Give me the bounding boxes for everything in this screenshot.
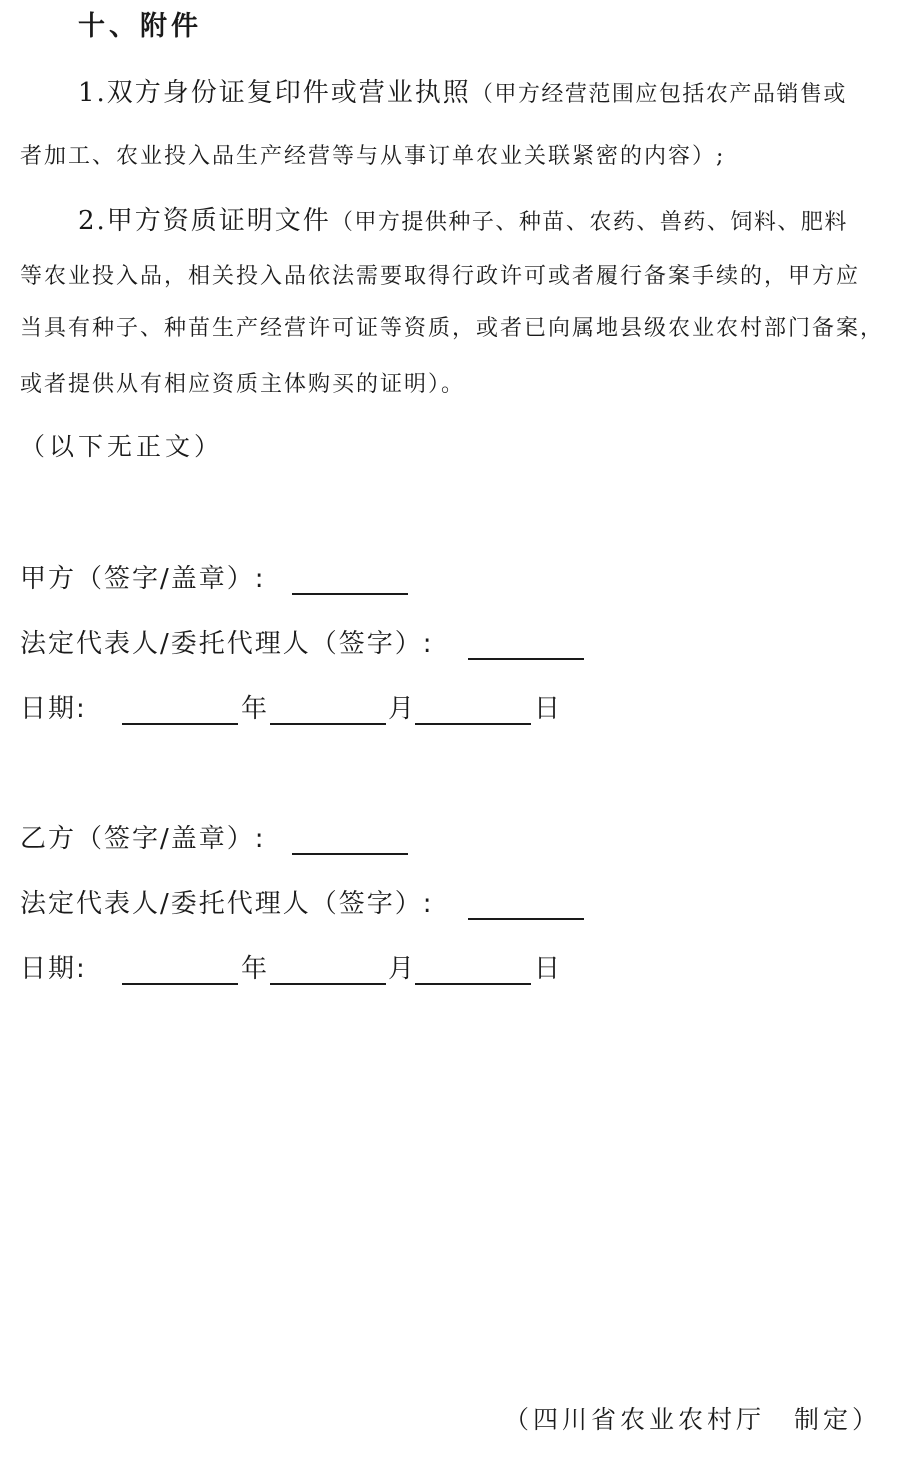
party-a-rep-blank[interactable] <box>468 658 584 660</box>
party-b-sign-label: 乙方（签字/盖章）: <box>20 824 266 854</box>
party-a-sign-blank[interactable] <box>292 593 408 595</box>
attachment-item-1-note: （甲方经营范围应包括农产品销售或 <box>470 82 847 107</box>
party-a-day-blank[interactable] <box>415 723 531 725</box>
no-more-text-note: （以下无正文） <box>20 432 224 461</box>
attachment-item-1 <box>78 76 847 112</box>
party-b-day-unit: 日 <box>534 954 561 984</box>
party-a-year-unit: 年 <box>241 694 268 724</box>
party-b-year-blank[interactable] <box>122 983 238 985</box>
attachment-item-2-lead: 2.甲方资质证明文件 <box>78 206 331 236</box>
party-a-rep-label: 法定代表人/委托代理人（签字）: <box>20 629 434 659</box>
attachment-item-2-line-3: 当具有种子、种苗生产经营许可证等资质，或者已向属地县级农业农村部门备案， <box>20 316 885 341</box>
party-b-year-unit: 年 <box>241 954 268 984</box>
issuer-footer: （四川省农业农村厅 制定） <box>503 1405 881 1434</box>
party-a-year-blank[interactable] <box>122 723 238 725</box>
party-a-month-unit: 月 <box>388 694 415 724</box>
attachment-item-2 <box>78 204 848 240</box>
party-a-day-unit: 日 <box>534 694 561 724</box>
attachment-item-2-note: （甲方提供种子、种苗、农药、兽药、饲料、肥料 <box>330 210 848 235</box>
party-b-month-blank[interactable] <box>270 983 386 985</box>
attachment-item-1-lead: 1.双方身份证复印件或营业执照 <box>78 78 471 108</box>
attachment-item-2-line-2: 等农业投入品，相关投入品依法需要取得行政许可或者履行备案手续的，甲方应 <box>20 264 861 289</box>
party-b-sign-blank[interactable] <box>292 853 408 855</box>
party-a-sign-label: 甲方（签字/盖章）: <box>20 564 266 594</box>
party-b-day-blank[interactable] <box>415 983 531 985</box>
party-b-rep-blank[interactable] <box>468 918 584 920</box>
section-heading: 十、附件 <box>78 11 202 42</box>
party-b-rep-label: 法定代表人/委托代理人（签字）: <box>20 889 434 919</box>
party-a-date-label: 日期: <box>20 694 87 724</box>
party-b-date-label: 日期: <box>20 954 87 984</box>
party-b-month-unit: 月 <box>388 954 415 984</box>
attachment-item-2-line-4: 或者提供从有相应资质主体购买的证明）。 <box>20 372 466 397</box>
party-a-month-blank[interactable] <box>270 723 386 725</box>
attachment-item-1-continuation: 者加工、农业投入品生产经营等与从事订单农业关联紧密的内容）; <box>20 144 726 169</box>
